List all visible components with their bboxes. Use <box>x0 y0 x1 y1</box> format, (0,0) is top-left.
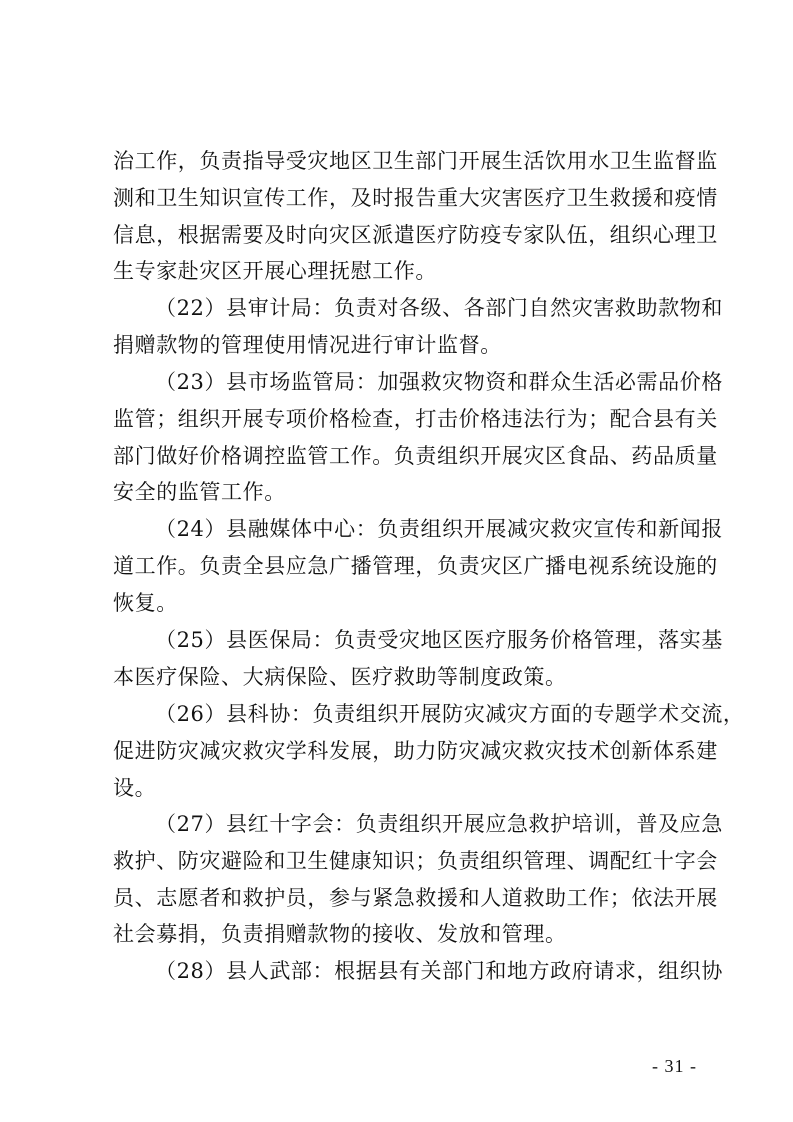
text-line: 本医疗保险、大病保险、医疗救助等制度政策。 <box>113 664 567 689</box>
paragraph-23-market-supervision <box>113 364 723 511</box>
text-line: 部门做好价格调控监管工作。负责组织开展灾区食品、药品质量 <box>113 443 718 468</box>
text-line: 信息，根据需要及时向灾区派遣医疗防疫专家队伍，组织心理卫 <box>113 222 718 247</box>
text-line: 恢复。 <box>113 590 178 615</box>
paragraph-26-science-association <box>113 696 745 806</box>
text-line: （24）县融媒体中心：负责组织开展减灾救灾宣传和新闻报 <box>155 517 723 541</box>
text-line: 监管；组织开展专项价格检查，打击价格违法行为；配合县有关 <box>113 406 718 431</box>
text-line: （23）县市场监管局：加强救灾物资和群众生活必需品价格 <box>155 370 723 394</box>
paragraph-25-medical-insurance <box>113 622 723 696</box>
text-line: 促进防灾减灾救灾学科发展，助力防灾减灾救灾技术创新体系建 <box>113 738 718 763</box>
text-line: （25）县医保局：负责受灾地区医疗服务价格管理，落实基 <box>155 628 723 652</box>
paragraph-27-red-cross <box>113 806 723 953</box>
paragraph-22-audit-bureau <box>113 290 723 364</box>
text-line: 社会募捐，负责捐赠款物的接收、发放和管理。 <box>113 922 567 947</box>
text-line: （26）县科协：负责组织开展防灾减灾方面的专题学术交流， <box>155 702 745 726</box>
text-line: 员、志愿者和救护员，参与紧急救援和人道救助工作；依法开展 <box>113 885 718 910</box>
text-line: 安全的监管工作。 <box>113 480 286 505</box>
page-number: - 31 - <box>652 1056 697 1076</box>
paragraph-24-media-center <box>113 511 723 621</box>
text-line: 测和卫生知识宣传工作，及时报告重大灾害医疗卫生救援和疫情 <box>113 185 718 210</box>
text-line: 道工作。负责全县应急广播管理，负责灾区广播电视系统设施的 <box>113 553 718 578</box>
text-line: 捐赠款物的管理使用情况进行审计监督。 <box>113 332 502 357</box>
text-line: （22）县审计局：负责对各级、各部门自然灾害救助款物和 <box>155 296 723 320</box>
text-line: 生专家赴灾区开展心理抚慰工作。 <box>113 259 437 284</box>
text-line: （28）县人武部：根据县有关部门和地方政府请求，组织协 <box>155 959 723 983</box>
text-line: 救护、防灾避险和卫生健康知识；负责组织管理、调配红十字会 <box>113 848 718 873</box>
paragraph-28-armed-forces <box>113 953 723 990</box>
paragraph-21-continued <box>113 143 718 290</box>
text-line: 设。 <box>113 775 157 800</box>
text-line: 治工作，负责指导受灾地区卫生部门开展生活饮用水卫生监督监 <box>113 149 718 173</box>
text-line: （27）县红十字会：负责组织开展应急救护培训，普及应急 <box>155 812 723 836</box>
